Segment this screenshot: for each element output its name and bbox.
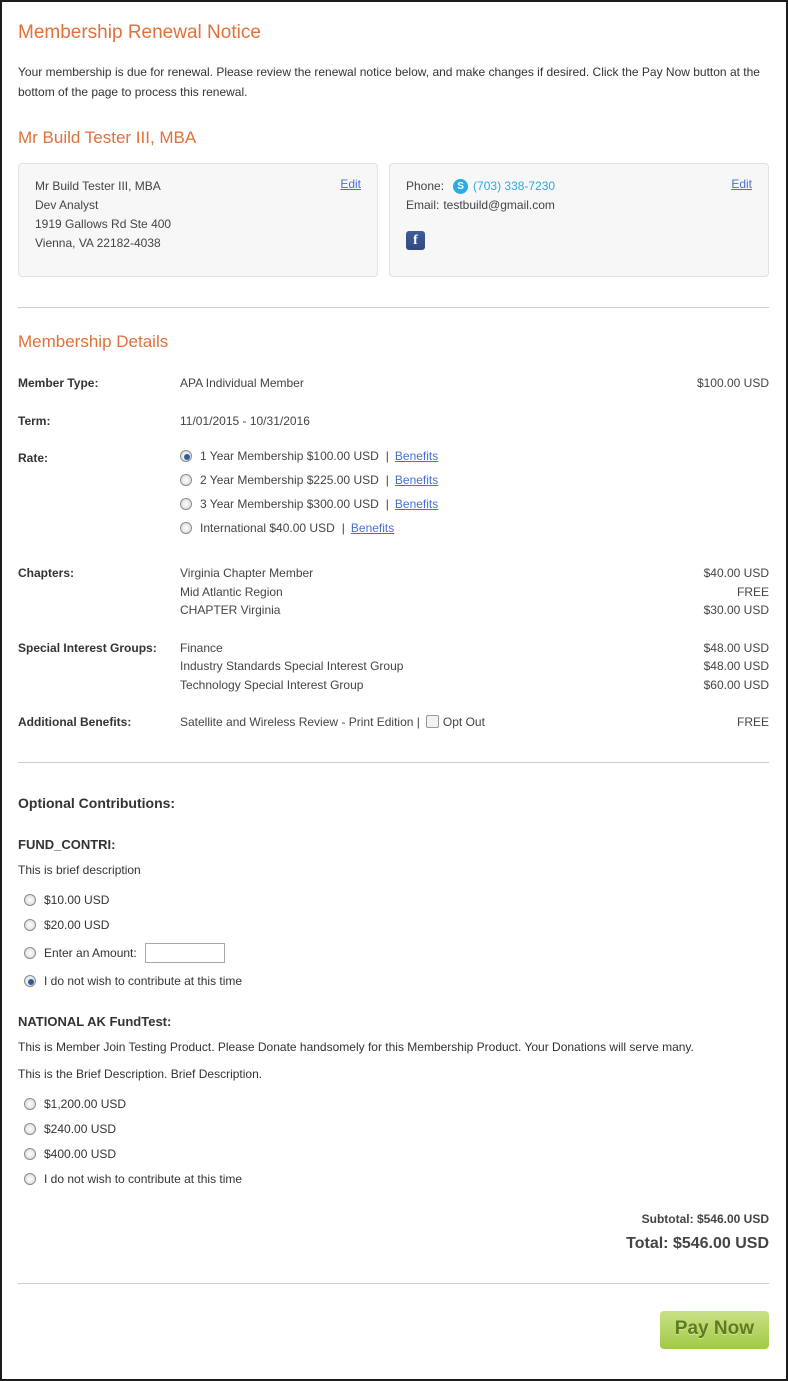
national-ak-option-4 xyxy=(18,1172,769,1186)
rate-option-3-label: 3 Year Membership $300.00 USD xyxy=(200,497,379,511)
national-ak-radio-240[interactable] xyxy=(24,1123,36,1135)
phone-row xyxy=(406,177,752,196)
sig-price: $60.00 USD xyxy=(703,677,769,692)
member-name-heading: Mr Build Tester III, MBA xyxy=(18,128,197,147)
additional-benefits-row xyxy=(18,713,769,732)
rate-radio-3yr[interactable] xyxy=(180,498,192,510)
section-divider-bottom xyxy=(18,1283,769,1284)
fund-contri-option-3 xyxy=(18,943,769,963)
fund-contri-section xyxy=(18,837,769,988)
rate-label: Rate: xyxy=(18,451,49,465)
additional-benefits-label: Additional Benefits: xyxy=(18,715,132,729)
national-ak-radio-none[interactable] xyxy=(24,1173,36,1185)
email-row xyxy=(406,196,752,215)
additional-benefit-text: Satellite and Wireless Review - Print Edition | xyxy=(180,715,420,729)
chapter-price: $30.00 USD xyxy=(703,603,769,617)
email-value: testbuild@gmail.com xyxy=(443,198,555,212)
address-line-street: 1919 Gallows Rd Ste 400 xyxy=(35,217,172,231)
national-ak-radio-1200[interactable] xyxy=(24,1098,36,1110)
rate-radio-2yr[interactable] xyxy=(180,474,192,486)
section-divider-middle xyxy=(18,762,769,763)
national-ak-radio-400[interactable] xyxy=(24,1148,36,1160)
additional-benefit-price: FREE xyxy=(736,715,769,729)
fund-contri-option-4-label: I do not wish to contribute at this time xyxy=(44,973,243,988)
fund-contri-name: FUND_CONTRI: xyxy=(18,836,116,852)
fund-contri-option-1 xyxy=(18,893,769,907)
benefits-link-2yr[interactable]: Benefits xyxy=(394,473,439,487)
national-ak-name: NATIONAL AK FundTest: xyxy=(18,1013,172,1029)
sig-name: Finance xyxy=(180,640,223,655)
chapter-name: CHAPTER Virginia xyxy=(180,603,281,617)
address-edit-link[interactable]: Edit xyxy=(340,177,361,191)
chapters-label: Chapters: xyxy=(18,566,75,580)
address-card xyxy=(18,163,378,277)
national-ak-fundtest-section xyxy=(18,1014,769,1186)
rate-option-4-label: International $40.00 USD xyxy=(200,521,335,535)
fund-contri-option-1-label: $10.00 USD xyxy=(44,892,110,907)
phone-label: Phone: xyxy=(406,179,445,193)
total-line xyxy=(18,1235,769,1253)
rate-radio-1yr[interactable] xyxy=(180,450,192,462)
address-line-city: Vienna, VA 22182-4038 xyxy=(35,236,161,250)
chapter-price: FREE xyxy=(736,584,769,599)
sig-item xyxy=(180,657,769,676)
term-label: Term: xyxy=(18,413,51,428)
national-ak-option-2 xyxy=(18,1122,769,1136)
rate-option-1 xyxy=(180,449,769,463)
chapter-name: Virginia Chapter Member xyxy=(180,566,314,580)
member-info-cards xyxy=(18,163,769,277)
sig-price: $48.00 USD xyxy=(703,640,769,655)
fund-contri-option-2-label: $20.00 USD xyxy=(44,917,110,932)
totals-section xyxy=(18,1212,769,1253)
opt-out-checkbox[interactable] xyxy=(426,715,439,728)
separator: | xyxy=(341,521,345,535)
subtotal-value: $546.00 USD xyxy=(696,1211,769,1226)
fund-contri-radio-10[interactable] xyxy=(24,894,36,906)
sig-name: Industry Standards Special Interest Group xyxy=(180,659,404,673)
national-ak-option-1 xyxy=(18,1097,769,1111)
sig-item xyxy=(180,676,769,695)
fund-contri-radio-20[interactable] xyxy=(24,919,36,931)
rate-option-3 xyxy=(180,497,769,511)
membership-details xyxy=(18,374,769,732)
benefits-link-1yr[interactable]: Benefits xyxy=(394,449,439,463)
total-label: Total: xyxy=(626,1234,669,1252)
fund-contri-radio-none[interactable] xyxy=(24,975,36,987)
fund-contri-option-3-label: Enter an Amount: xyxy=(44,945,137,960)
fund-contri-radio-amount[interactable] xyxy=(24,947,36,959)
rate-row xyxy=(18,449,769,545)
national-ak-option-3 xyxy=(18,1147,769,1161)
page-title: Membership Renewal Notice xyxy=(18,22,261,43)
chapter-name: Mid Atlantic Region xyxy=(180,584,283,599)
rate-option-4 xyxy=(180,521,769,535)
skype-icon[interactable] xyxy=(453,179,468,194)
national-ak-option-1-label: $1,200.00 USD xyxy=(44,1096,127,1111)
contact-card xyxy=(389,163,769,277)
subtotal-label: Subtotal: xyxy=(641,1211,694,1226)
address-line-title: Dev Analyst xyxy=(35,198,99,212)
email-label: Email: xyxy=(406,198,440,212)
national-ak-option-2-label: $240.00 USD xyxy=(44,1121,117,1136)
national-ak-option-4-label: I do not wish to contribute at this time xyxy=(44,1171,243,1186)
separator: | xyxy=(385,497,389,511)
term-value: 11/01/2015 - 10/31/2016 xyxy=(180,413,310,428)
fund-contri-option-2 xyxy=(18,918,769,932)
national-ak-description-1: This is Member Join Testing Product. Please Donate handsomely for this Membership Product. Your Donations will serve many. xyxy=(18,1039,694,1054)
member-type-value: APA Individual Member xyxy=(180,376,304,390)
address-line-name: Mr Build Tester III, MBA xyxy=(35,179,161,193)
rate-option-1-label: 1 Year Membership $100.00 USD xyxy=(200,449,379,463)
opt-out-label: Opt Out xyxy=(442,715,485,729)
chapter-item xyxy=(180,583,769,602)
member-type-label: Member Type: xyxy=(18,376,99,390)
benefits-link-3yr[interactable]: Benefits xyxy=(394,497,439,511)
membership-renewal-page xyxy=(2,2,786,1379)
facebook-icon[interactable] xyxy=(406,231,425,250)
membership-details-heading: Membership Details xyxy=(18,332,169,351)
member-type-row xyxy=(18,374,769,393)
separator: | xyxy=(385,449,389,463)
separator: | xyxy=(385,473,389,487)
chapter-item xyxy=(180,601,769,620)
benefits-link-intl[interactable]: Benefits xyxy=(350,521,395,535)
special-interest-groups-label: Special Interest Groups: xyxy=(18,640,157,655)
chapter-item xyxy=(180,564,769,583)
fund-contri-description: This is brief description xyxy=(18,862,141,877)
rate-radio-intl[interactable] xyxy=(180,522,192,534)
phone-number[interactable]: (703) 338-7230 xyxy=(473,179,556,193)
national-ak-option-3-label: $400.00 USD xyxy=(44,1146,117,1161)
contact-edit-link[interactable]: Edit xyxy=(731,177,752,191)
intro-text: Your membership is due for renewal. Please review the renewal notice below, and make changes if desired. Click the Pay Now button at the bottom of the page to process this renewal. xyxy=(18,65,760,99)
subtotal-line xyxy=(18,1212,769,1226)
rate-option-2-label: 2 Year Membership $225.00 USD xyxy=(200,473,379,487)
national-ak-description-2: This is the Brief Description. Brief Description. xyxy=(18,1066,263,1081)
sig-price: $48.00 USD xyxy=(703,659,769,673)
rate-option-2 xyxy=(180,473,769,487)
optional-contributions-heading: Optional Contributions: xyxy=(18,794,176,811)
additional-benefit-item xyxy=(180,713,737,732)
section-divider-top xyxy=(18,307,769,308)
sig-item xyxy=(180,639,769,658)
special-interest-groups-row xyxy=(18,639,769,695)
fund-contri-option-4 xyxy=(18,974,769,988)
actions-bar xyxy=(18,1311,769,1349)
pay-now-button[interactable]: Pay Now xyxy=(660,1311,769,1349)
amount-input[interactable] xyxy=(145,943,225,963)
member-type-price: $100.00 USD xyxy=(696,376,769,390)
term-row xyxy=(18,412,769,431)
chapter-price: $40.00 USD xyxy=(703,566,769,580)
total-value: $546.00 USD xyxy=(672,1234,769,1252)
sig-name: Technology Special Interest Group xyxy=(180,677,364,692)
chapters-row xyxy=(18,564,769,620)
